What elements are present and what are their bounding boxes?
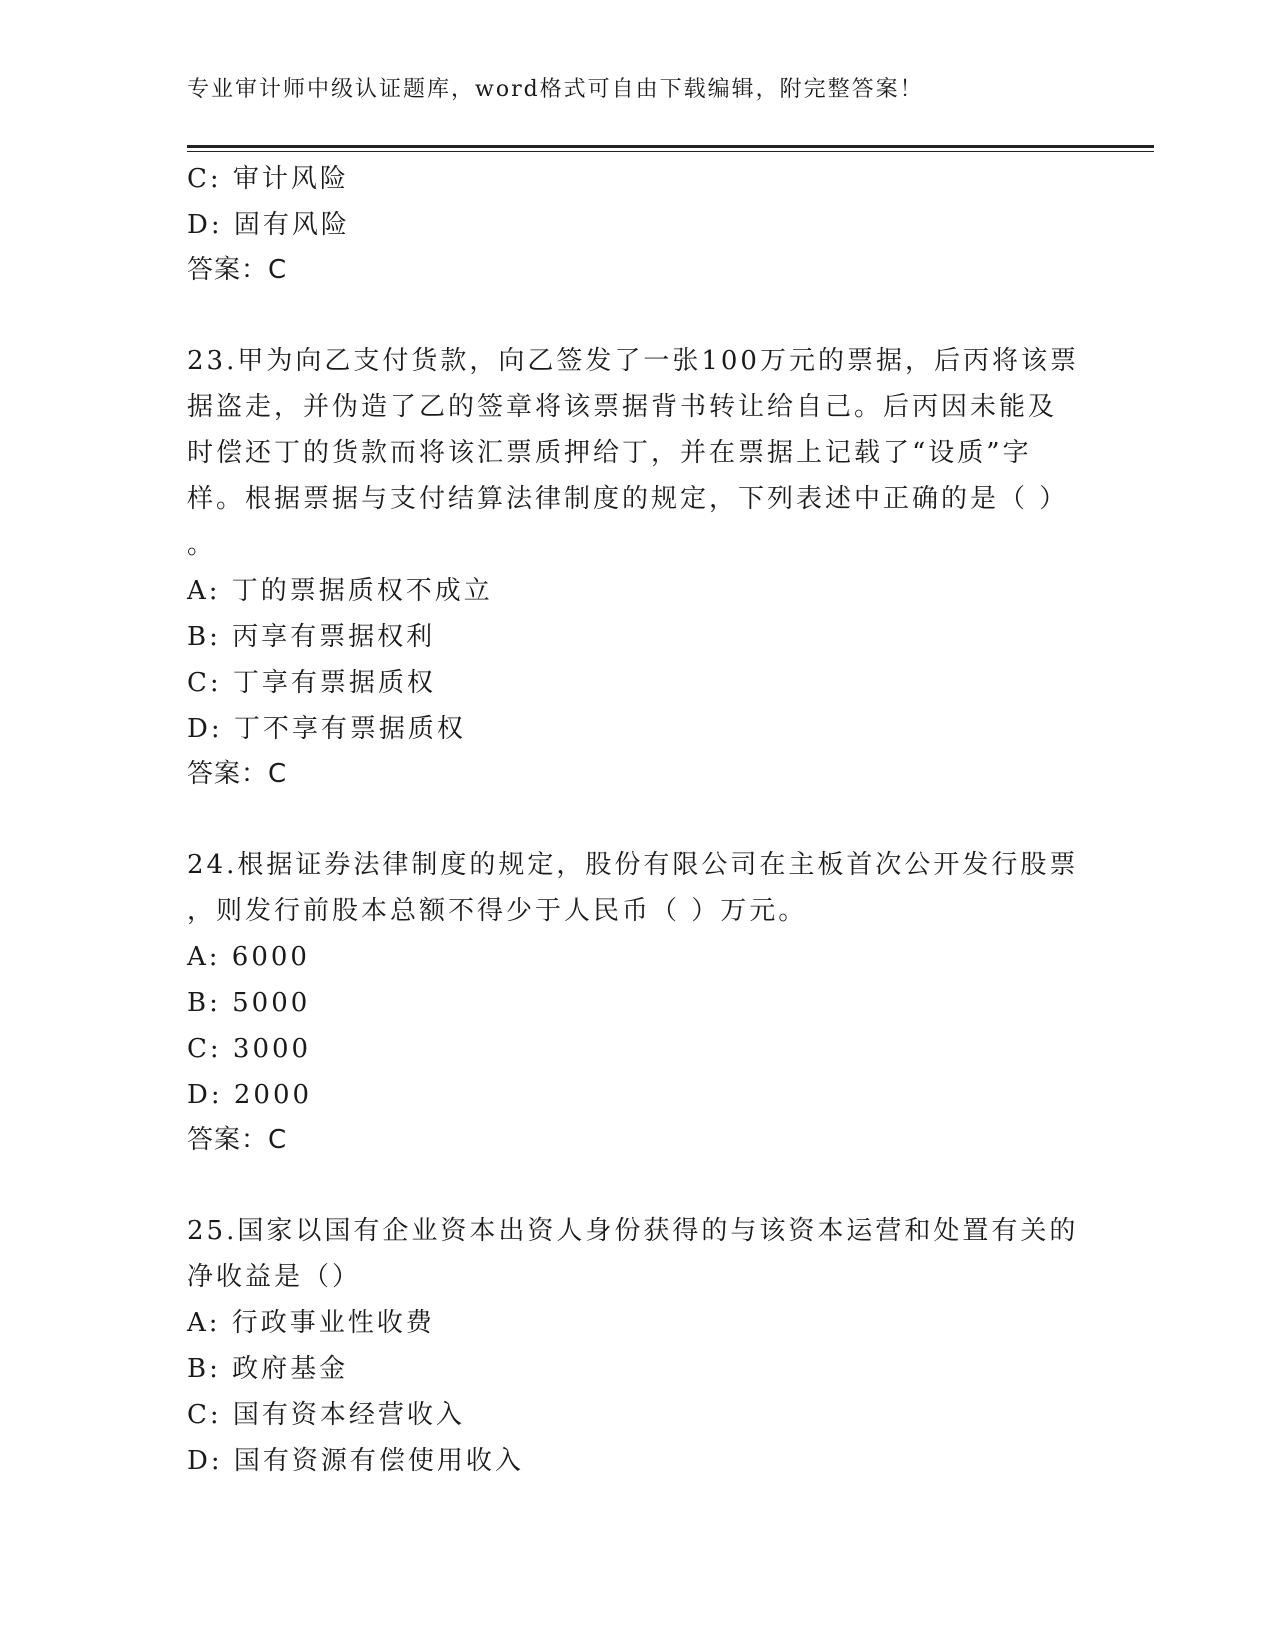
option-c: C: 丁享有票据质权: [187, 668, 436, 698]
header-rule-thick: [187, 145, 1154, 148]
stem-line: 据盗走，并伪造了乙的签章将该票据背书转让给自己。后丙因未能及: [187, 392, 1058, 422]
spacer: [187, 1162, 1087, 1208]
option-c: C: 审计风险: [187, 164, 349, 194]
stem-line: 。: [187, 530, 217, 560]
stem-line: ，则发行前股本总额不得少于人民币（ ）万元。: [187, 896, 808, 926]
option-a: A: 行政事业性收费: [187, 1308, 435, 1338]
option-d: D: 国有资源有偿使用收入: [187, 1446, 524, 1476]
option-a: A: 6000: [187, 942, 310, 972]
option-b: B: 政府基金: [187, 1354, 349, 1384]
header-rule-thin: [187, 151, 1154, 152]
stem-line: 24.根据证券法律制度的规定，股份有限公司在主板首次公开发行股票: [187, 850, 1079, 880]
stem-line: 时偿还丁的货款而将该汇票质押给丁，并在票据上记载了“设质”字: [187, 438, 1032, 468]
question-22-tail: [187, 156, 1087, 292]
page-header: 专业审计师中级认证题库，word格式可自由下载编辑，附完整答案！: [187, 77, 924, 102]
question-23: [187, 338, 1087, 796]
question-25: [187, 1208, 1087, 1484]
answer: 答案：C: [187, 1125, 288, 1155]
option-c: C: 国有资本经营收入: [187, 1400, 465, 1430]
option-d: D: 2000: [187, 1080, 313, 1110]
option-b: B: 丙享有票据权利: [187, 622, 436, 652]
option-c: C: 3000: [187, 1034, 312, 1064]
option-d: D: 丁不享有票据质权: [187, 714, 466, 744]
option-a: A: 丁的票据质权不成立: [187, 576, 493, 606]
question-24: [187, 842, 1087, 1162]
option-b: B: 5000: [187, 988, 311, 1018]
spacer: [187, 292, 1087, 338]
question-stem: [187, 842, 1087, 934]
stem-line: 样。根据票据与支付结算法律制度的规定，下列表述中正确的是（ ）: [187, 484, 1069, 514]
question-stem: [187, 338, 1087, 568]
question-content: [187, 156, 1087, 1484]
question-stem: [187, 1208, 1087, 1300]
stem-line: 净收益是（）: [187, 1262, 362, 1292]
spacer: [187, 796, 1087, 842]
option-d: D: 固有风险: [187, 210, 350, 240]
stem-line: 25.国家以国有企业资本出资人身份获得的与该资本运营和处置有关的: [187, 1216, 1079, 1246]
answer: 答案：C: [187, 255, 288, 285]
answer: 答案：C: [187, 759, 288, 789]
stem-line: 23.甲为向乙支付货款，向乙签发了一张100万元的票据，后丙将该票: [187, 346, 1079, 376]
